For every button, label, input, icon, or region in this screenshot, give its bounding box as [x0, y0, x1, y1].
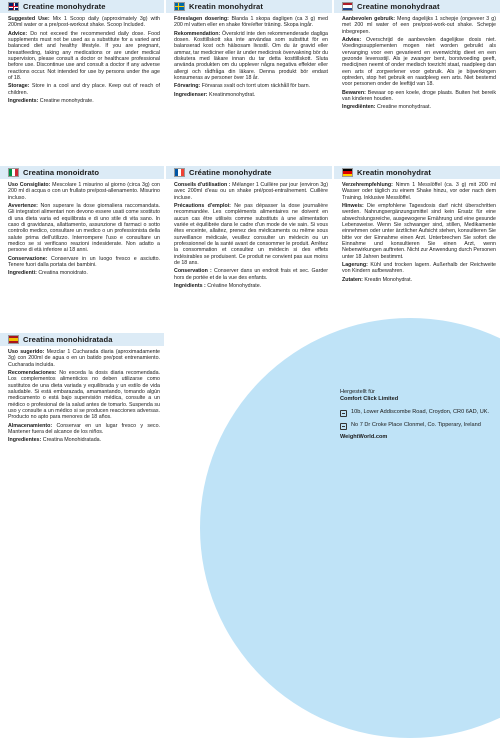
usage-advice: Conseils d'utilisation : Mélanger 1 Cuillère par jour (environ 3g) avec 200ml d'eau ou un shake pré/post-entraînement. Cuillère incluse.: [174, 182, 328, 201]
sweden-flag-icon: [174, 2, 185, 11]
ingredients: Ingredienser: Kreatinmonohydrat.: [174, 91, 256, 98]
panel-header: [0, 166, 164, 179]
return-address-icon: [340, 423, 347, 430]
ingredients: Ingrédients : Créatine Monohydrate.: [174, 283, 262, 290]
storage: Conservazione: Conservare in un luogo fresco e asciutto. Tenere fuori dalla portata dei bambini.: [8, 255, 160, 269]
made-for-label: Hergestellt für: [340, 389, 375, 395]
storage: Bewaren: Bewaar op een koele, droge plaats. Buiten het bereik van kinderen houden.: [342, 89, 496, 103]
ingredients: Ingredienti: Creatina monoidrato.: [8, 270, 88, 277]
company-name: Comfort Click Limited: [340, 396, 399, 403]
advice: Advies: Overschrijd de aanbevolen dagelijkse dosis niet. Voedingssupplementen mogen niet worden gebruikt als vervanging voor een gevarieerd en evenwichtig dieet en een gezonde levensstijl. Als je zwanger bent, borstvoeding geeft, medicijnen neemt of onder medisch toezicht staat, raadpleeg dan een arts of zorgverlener voor gebruik. Als je bijwerkingen optreden, stop het gebruik en raadpleeg een arts. Niet bestemd voor personen onder de leeftijd van 18.: [342, 37, 496, 88]
recommended-use: Aanbevolen gebruik: Meng dagelijks 1 schepje (ongeveer 3 g) met 200 ml water of een pre/post-work-out shake. Schepje inbegrepen.: [342, 16, 496, 35]
precautions: Précautions d'emploi: Ne pas dépasser la dose journalière recommandée. Les compléments alimentaires ne doivent en aucun cas être utilisés comme substituts à une alimentation variée et équilibrée dans le cadre d'un mode de vie sain. Si vous êtes enceinte, allaitez, prenez des médicaments ou même sous surveillance médicale, veuillez consulter un médecin ou un professionnel de la santé avant de consommer le produit. Arrêtez la consommation et consultez un médecin si des effets indésirables se produisent. Ce produit ne convient pas aux moins de 18 ans.: [174, 203, 328, 267]
suggested-use: Uso sugerido: Mezclar 1 Cucharada diaria (aproximadamente 3g) con 200ml de agua o en un batido pre/post entrenamiento. Cucharada incluida.: [8, 349, 160, 368]
recommended-use: Verzehrempfehlung: Nimm 1 Messlöffel (ca. 3 g) mit 200 ml Wasser oder täglich zu einem Shake hinzu, vor oder nach dem Training. Inklusive Messlöffel.: [342, 182, 496, 201]
ingredients: Ingredientes: Creatina Monohidratada.: [8, 437, 102, 444]
panel-title: Creatina monohidratada: [23, 335, 113, 344]
netherlands-flag-icon: [342, 2, 353, 11]
panel-header: [334, 166, 500, 179]
advice: Advice: Do not exceed the recommended daily dose. Food supplements must not be used as a substitute for a varied and balanced diet and healthy lifestyle. If you are pregnant, breastfeeding, taking any medications or are under medical supervision, please consult a doctor or healthcare professional before use. Discontinue use and consult a doctor if any adverse reactions occur. Not intended for use by persons under the age of 18.: [8, 30, 160, 82]
warnings: Avvertenze: Non superare la dose giornaliera raccomandata. Gli integratori alimentari non devono essere usati come sostituto di una dieta varia ed equilibrata e di uno stile di vita sano. In caso di gravidanza, allattamento, assunzione di farmaci o sotto controllo medico, consultare un medico o un professionista della salute prima dell'utilizzo. Interrompere l'uso e consultare un medico se si verificano reazioni indesiderate. Non adatto a persone di età inferiore ai 18 anni.: [8, 203, 160, 254]
panel-de: [334, 166, 500, 285]
ingredients: Ingrediënten: Creatine monohydraat.: [342, 104, 431, 111]
dosage: Föreslagen dosering: Blanda 1 skopa dagligen (ca 3 g) med 200 ml vatten eller en shake före/efter träning. Skopa ingår.: [174, 16, 328, 29]
panel-title: Creatina monoidrato: [23, 168, 100, 177]
germany-flag-icon: [342, 168, 353, 177]
recommendation: Rekommendation: Överskrid inte den rekommenderade dagliga dosen. Kosttillskott ska inte användas som substitut för en balanserad kost och hälsosam livsstil. Om du är gravid eller ammar, tar mediciner eller är under medicinsk övervakning bör du diskutera med läkare innan du tar detta kosttillskott. Sluta använda produkten om du upplever några negativa effekter eller allergi och rådfråga din läkare. Denna produkt bör endast konsumeras av personer över 18 år.: [174, 30, 328, 82]
return-address-icon: [340, 410, 347, 417]
storage: Förvaring: Förvaras svalt och torrt utom räckhåll för barn.: [174, 83, 311, 90]
panel-title: Créatine monohydrate: [189, 168, 272, 177]
storage: Storage: Store in a cool and dry place. Keep out of reach of children.: [8, 83, 160, 96]
panel-header: [334, 0, 500, 13]
recommendations: Recomendaciones: No exceda la dosis diaria recomendada. Los complementos alimenticios no deben utilizarse como sustitutos de una dieta variada y equilibrada y un estilo de vida saludable. Si está embarazada, amamantando, tomando algún medicamento o está bajo supervisión médica, consulte a un médico o profesional de la salud antes de tomarlo. Suspenda su uso y consulte a un médico si se producen reacciones adversas. Producto no apto para menores de 18 años.: [8, 370, 160, 421]
panel-title: Kreatin monohydrat: [357, 168, 431, 177]
ie-address: No 7 Dr Croke Place Clonmel, Co. Tipperary, Ireland: [340, 422, 490, 430]
storage: Conservation : Conserver dans un endroit frais et sec. Garder hors de portée et de la vue des enfants.: [174, 268, 328, 281]
website: WeightWorld.com: [340, 433, 388, 440]
panel-header: [0, 0, 164, 13]
panel-title: Kreatin monohydrat: [189, 2, 263, 11]
panel-fr: [166, 166, 332, 292]
panel-header: [0, 333, 164, 346]
panel-es: [0, 333, 164, 446]
storage: Almacenamiento: Conservar en un lugar fresco y seco. Mantener fuera del alcance de los niños.: [8, 422, 160, 436]
uk-flag-icon: [8, 2, 19, 11]
panel-header: [166, 0, 332, 13]
manufacturer-info: [340, 389, 490, 441]
panel-nl: [334, 0, 500, 113]
panel-header: [166, 166, 332, 179]
panel-se: [166, 0, 332, 100]
recommended-use: Uso Consigliato: Mescolare 1 misurino al giorno (circa 3g) con 200 ml di acqua o con un frullato pre/post-allenamento. Misurino incluso.: [8, 182, 160, 201]
decorative-blob: [200, 318, 500, 738]
ingredients: Zutaten: Kreatin Monohydrat.: [342, 276, 413, 283]
spain-flag-icon: [8, 335, 19, 344]
italy-flag-icon: [8, 168, 19, 177]
storage: Lagerung: Kühl und trocken lagern. Außerhalb der Reichweite von Kindern aufbewahren.: [342, 262, 496, 275]
panel-title: Creatine monohydraat: [357, 2, 440, 11]
france-flag-icon: [174, 168, 185, 177]
notes: Hinweis: Die empfohlene Tagesdosis darf nicht überschritten werden. Nahrungsergänzungsmittel sind kein Ersatz für eine abwechslungsreiche, ausgewogene Ernährung und eine gesunde Lebensweise. Wenn Sie schwanger sind, stillen, Medikamente einnehmen oder unter ärztlicher Aufsicht stehen, konsultieren Sie bitte vor der Einnahme einen Arzt. Unterbrechen Sie sofort die Einnahme und konsultieren Sie einen Arzt, wenn Nebenwirkungen auftreten. Nicht zur Anwendung durch Personen unter 18 Jahren bestimmt.: [342, 203, 497, 260]
ingredients: Ingredients: Creatine monohydrate.: [8, 98, 94, 105]
panel-it: [0, 166, 164, 279]
suggested-use: Suggested Use: Mix 1 Scoop daily (approximately 3g) with 200ml water or a pre/post-workout shake. Scoop Included.: [8, 16, 160, 29]
uk-address: 10b, Lower Addiscombe Road, Croydon, CR0 6AD, UK.: [340, 409, 490, 417]
panel-title: Creatine monohydrate: [23, 2, 106, 11]
panel-uk: [0, 0, 164, 106]
